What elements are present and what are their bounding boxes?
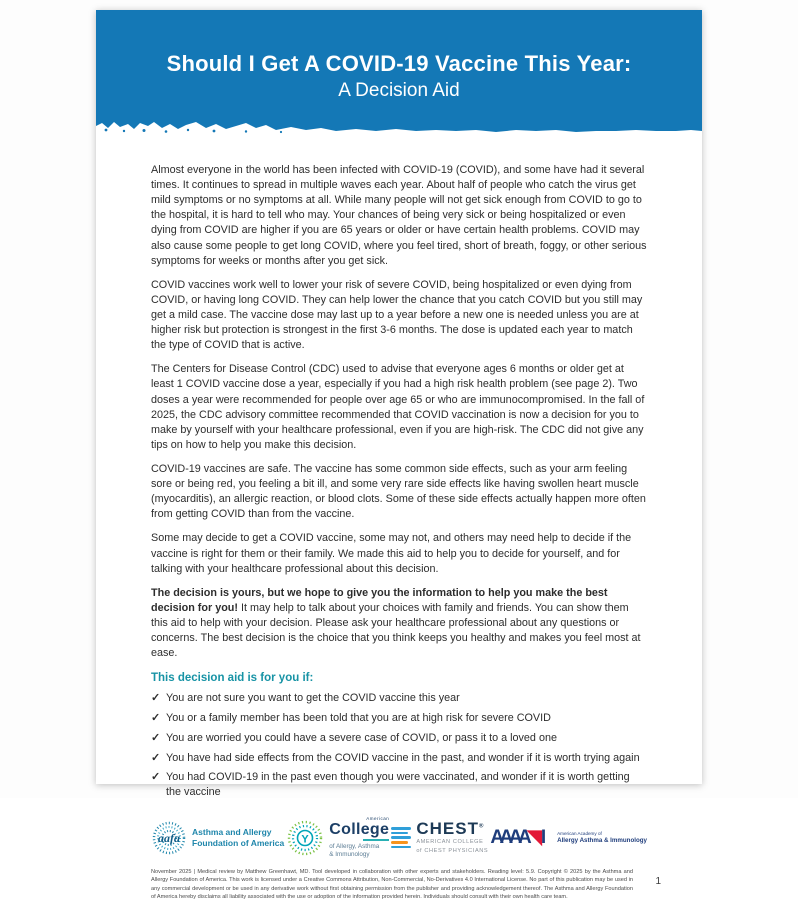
section-heading: This decision aid is for you if: xyxy=(151,672,314,685)
document-page xyxy=(96,10,702,900)
paragraph: Almost everyone in the world has been infected with COVID-19 (COVID), and some have had it several times. It continues to spread in multiple waves each year. About half of people who catch the virus get mild symptoms or no symptoms at all. While many people will not get sick enough from COVID to go to the hospital, it is hard to tell who may. Your chances of being very sick or being hospitalized or even dying from COVID are higher if you are 65 years or older or have certain health problems. COVID may also cause some people to get long COVID, where you feel tired, short of breath, foggy, or other serious symptoms for weeks or months after you get sick. xyxy=(151,164,647,267)
aafa-sunburst-icon xyxy=(151,820,187,856)
aaaai-sub-label: Allergy Asthma & Immunology xyxy=(557,836,647,844)
paragraph: Some may decide to get a COVID vaccine, some may not, and others may need help to decide if the vaccine is right for them or their family. We made this aid to help you to decide for yourself, and for talking with your healthcare professional about this decision. xyxy=(151,532,632,575)
aafa-line1: Asthma and Allergy xyxy=(192,827,272,838)
document-body xyxy=(96,134,702,799)
aafa-logo xyxy=(151,820,284,856)
chest-registered-mark: ® xyxy=(478,823,485,830)
checklist-item xyxy=(151,770,647,799)
page-number: 1 xyxy=(655,875,661,887)
page-title: Should I Get A COVID-19 Vaccine This Year: xyxy=(166,51,632,76)
svg-text:Y: Y xyxy=(301,833,309,846)
checklist-item-text: You or a family member has been told that you are at high risk for severe COVID xyxy=(166,712,551,725)
chest-name: CHEST xyxy=(416,819,479,839)
acaai-sub1: of Allergy, Asthma xyxy=(329,843,380,851)
checklist xyxy=(151,691,647,799)
checkmark-icon: ✓ xyxy=(151,771,161,784)
aafa-logo-text xyxy=(192,827,284,848)
aafa-line2: Foundation of America xyxy=(192,837,285,848)
checklist-item-text: You had COVID-19 in the past even though you were vaccinated, and wonder if it is worth getting the vaccine xyxy=(166,771,630,798)
paragraph: The Centers for Disease Control (CDC) used to advise that everyone ages 6 months or older get at least 1 COVID vaccine dose a year, especially if you had a high risk health problem (see page 2). Two doses a year were recommended for people over age 65 or who are immunocompromised. In the fall of 2025, the CDC advisory committee recommended that COVID vaccination is now a decision for you to make by yourself with your healthcare professional, even if you are high-risk. The CDC did not give any tips on how to help you make this decision. xyxy=(151,363,645,451)
checkmark-icon: ✓ xyxy=(151,751,161,764)
checkmark-icon: ✓ xyxy=(151,731,161,744)
acaai-burst-icon xyxy=(286,819,324,857)
chest-sub2: of CHEST PHYSICIANS xyxy=(416,848,489,855)
paragraph: COVID vaccines work well to lower your risk of severe COVID, being hospitalized or even dying from COVID, or having long COVID. They can help lower the chance that you catch COVID but you still may get a mild case. The vaccine dose may last up to a year before a new one is needed unless you are at higher risk but protection is strongest in the first 3-6 months. The dose is updated each year to match the type of COVID that is active. xyxy=(151,278,643,352)
paragraph-decision xyxy=(151,586,647,662)
acaai-american-label: American xyxy=(366,815,390,821)
checklist-item xyxy=(151,731,647,745)
aaaai-red-accent: ◥ xyxy=(527,827,541,849)
chest-lines-icon xyxy=(391,827,411,848)
checkmark-icon: ✓ xyxy=(151,692,161,705)
paragraph: COVID-19 vaccines are safe. The vaccine has some common side effects, such as your arm feeling sore or being red, you feeling a bit ill, and some very rare side effects like having swollen heart muscle (myocarditis), an allergic reaction, or blood clots. Some of these side effects actually happen more often from getting COVID than from the vaccine. xyxy=(151,462,646,521)
aaaai-i: I xyxy=(540,827,547,849)
chest-logo-text xyxy=(416,820,488,856)
acaai-college-label: College xyxy=(329,821,390,839)
chest-sub1: AMERICAN COLLEGE xyxy=(416,839,484,846)
chest-logo xyxy=(391,820,488,856)
aaaai-logo-text xyxy=(557,831,647,844)
checklist-item-text: You are not sure you want to get the COVID vaccine this year xyxy=(166,692,460,705)
checklist-item-text: You have had side effects from the COVID vaccine in the past, and wonder if it is worth trying again xyxy=(166,751,640,764)
decision-rest-text: It may help to talk about your choices with family and friends. You can show them this aid to help with your decision. Please ask your healthcare professional about any questions or concerns. The best decision is the choice that you think keeps you healthy and makes you feel most at ease. xyxy=(151,601,641,660)
chest-wordmark xyxy=(416,820,488,837)
footer-disclaimer: November 2025 | Medical review by Matthew Greenhawt, MD. Tool developed in collaboration with other experts and stakeholders. Reading level: 5.9. Copyright © 2025 by the Asthma and Allergy Foundation of America. This work is licensed under a Creative Commons Attribution, Non-Commercial, No-Derivatives 4.0 International License. No part of this publication may be used in any commercial development or be used in any derivative work without first obtaining permission from the publisher and providing acknowledgement thereof. The Asthma and Allergy Foundation of America hereby disclaims all liability associated with the use or adoption of the information provided herein. Individuals should consult with their own health care team. xyxy=(151,868,633,900)
acaai-underline xyxy=(363,839,389,841)
header-banner xyxy=(96,10,702,134)
checkmark-icon: ✓ xyxy=(151,712,161,725)
footer xyxy=(151,868,661,901)
aaaai-small-label: American Academy of xyxy=(557,831,602,837)
aaaai-logo xyxy=(490,828,647,847)
logos-row xyxy=(151,815,647,861)
torn-edge-decoration xyxy=(96,119,702,135)
svg-text:aafa: aafa xyxy=(158,830,180,845)
acaai-sub2: & Immunology xyxy=(329,851,370,859)
aaaai-abbr: AAAA xyxy=(490,827,528,849)
decision-bold-text: The decision is yours, but we hope to give you the information to help you make the best decision for you! xyxy=(151,586,608,614)
checklist-item xyxy=(151,691,647,705)
aaaai-wordmark-icon xyxy=(490,828,546,847)
checklist-item xyxy=(151,711,647,725)
acaai-logo-text xyxy=(329,817,389,859)
checklist-item xyxy=(151,751,647,765)
checklist-item-text: You are worried you could have a severe case of COVID, or pass it to a loved one xyxy=(166,731,557,744)
acaai-logo xyxy=(286,817,389,859)
page-subtitle: A Decision Aid xyxy=(338,80,460,101)
